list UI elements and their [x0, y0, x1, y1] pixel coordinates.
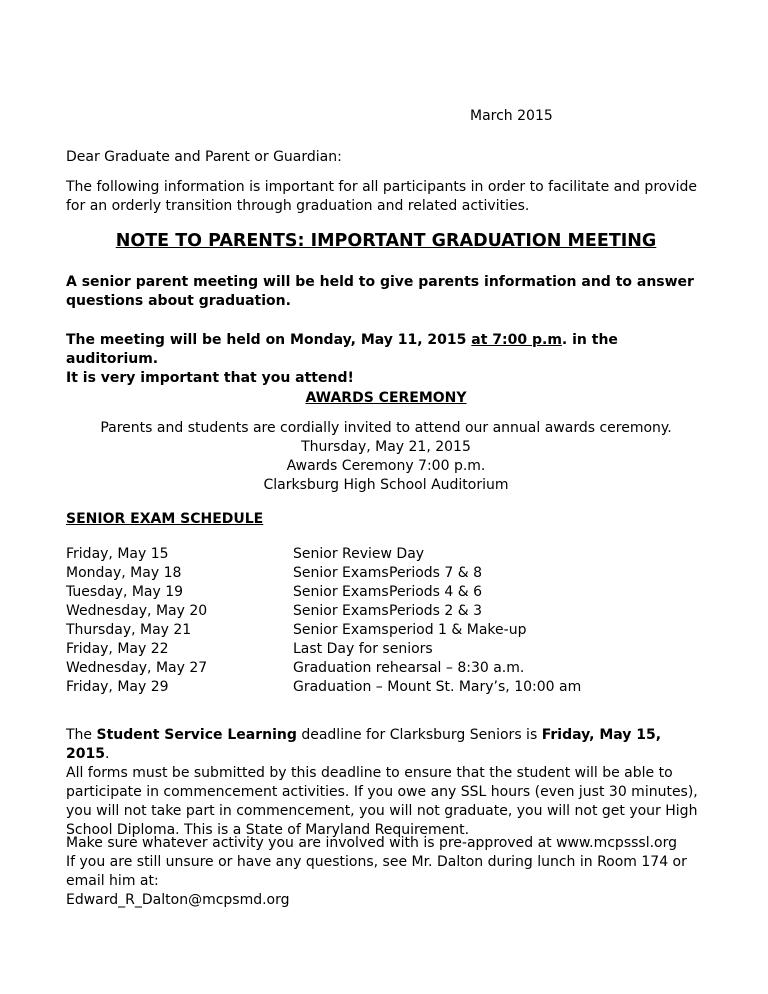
schedule-event: Last Day for seniors	[293, 641, 433, 657]
meeting-details-paragraph	[66, 331, 706, 388]
attendance-note: It is very important that you attend!	[66, 370, 354, 386]
schedule-periods: period 1 & Make-up	[389, 622, 527, 638]
awards-title: AWARDS CEREMONY	[305, 390, 467, 406]
schedule-day: Wednesday, May 20	[66, 603, 208, 619]
awards-details	[66, 419, 706, 495]
schedule-day: Friday, May 29	[66, 679, 169, 695]
schedule-row	[66, 621, 706, 640]
meeting-heading: NOTE TO PARENTS: IMPORTANT GRADUATION MEETING	[115, 231, 657, 251]
schedule-exam: Senior Exams	[293, 565, 389, 581]
schedule-exam: Senior Exams	[293, 584, 389, 600]
schedule-row	[66, 602, 706, 621]
schedule-event: Graduation rehearsal – 8:30 a.m.	[293, 660, 525, 676]
schedule-event: Graduation – Mount St. Mary’s, 10:00 am	[293, 679, 582, 695]
schedule-row	[66, 583, 706, 602]
ssl-period: .	[104, 746, 110, 762]
ssl-program: Student Service Learning	[96, 727, 297, 743]
schedule-periods: Periods 7 & 8	[389, 565, 483, 581]
letter-date: March 2015	[470, 108, 553, 124]
intro-paragraph: The following information is important for all participants in order to facilitate and provide for an orderly transition through graduation and related activities.	[66, 179, 698, 214]
awards-date: Thursday, May 21, 2015	[301, 439, 471, 455]
schedule-day: Thursday, May 21	[66, 622, 192, 638]
ssl-deadline: Friday, May 15, 2015	[66, 727, 662, 762]
exam-schedule-title: SENIOR EXAM SCHEDULE	[66, 511, 264, 527]
preapproval-note: Make sure whatever activity you are involved with is pre-approved at www.mcpsssl.org	[66, 835, 678, 851]
meeting-paragraph: A senior parent meeting will be held to give parents information and to answer questions about graduation.	[66, 274, 694, 309]
meeting-time: at 7:00 p.m	[471, 332, 562, 348]
schedule-row	[66, 564, 706, 583]
meeting-date-text: The meeting will be held on Monday, May 11, 2015	[66, 332, 472, 348]
schedule-row	[66, 678, 706, 697]
schedule-event: Senior Review Day	[293, 546, 425, 562]
schedule-day: Monday, May 18	[66, 565, 182, 581]
exam-schedule-table	[66, 545, 706, 697]
schedule-periods: Periods 4 & 6	[389, 584, 483, 600]
schedule-day: Friday, May 15	[66, 546, 169, 562]
contact-email: Edward_R_Dalton@mcpsmd.org	[66, 892, 290, 908]
salutation: Dear Graduate and Parent or Guardian:	[66, 149, 342, 165]
schedule-row	[66, 545, 706, 564]
schedule-row	[66, 659, 706, 678]
questions-note: If you are still unsure or have any questions, see Mr. Dalton during lunch in Room 174 or email him at:	[66, 854, 687, 889]
awards-invite: Parents and students are cordially invited to attend our annual awards ceremony.	[100, 420, 672, 436]
schedule-day: Tuesday, May 19	[66, 584, 184, 600]
schedule-periods: Periods 2 & 3	[389, 603, 483, 619]
ssl-requirements: All forms must be submitted by this deadline to ensure that the student will be able to participate in commencement activities. If you owe any SSL hours (even just 30 minutes), you will not take part in commencement, you will not graduate, you will not get your High School Diploma. This is a State of Maryland Requirement.	[66, 765, 698, 838]
awards-time: Awards Ceremony 7:00 p.m.	[286, 458, 486, 474]
letter-page	[66, 0, 706, 994]
schedule-exam: Senior Exams	[293, 603, 389, 619]
ssl-mid: deadline for Clarksburg Seniors is	[296, 727, 542, 743]
schedule-day: Wednesday, May 27	[66, 660, 208, 676]
schedule-day: Friday, May 22	[66, 641, 169, 657]
ssl-the: The	[66, 727, 97, 743]
contact-paragraph	[66, 834, 706, 910]
schedule-row	[66, 640, 706, 659]
schedule-exam: Senior Exams	[293, 622, 389, 638]
meeting-location-text: . in the auditorium.	[66, 332, 618, 367]
awards-location: Clarksburg High School Auditorium	[263, 477, 509, 493]
ssl-paragraph	[66, 726, 706, 840]
